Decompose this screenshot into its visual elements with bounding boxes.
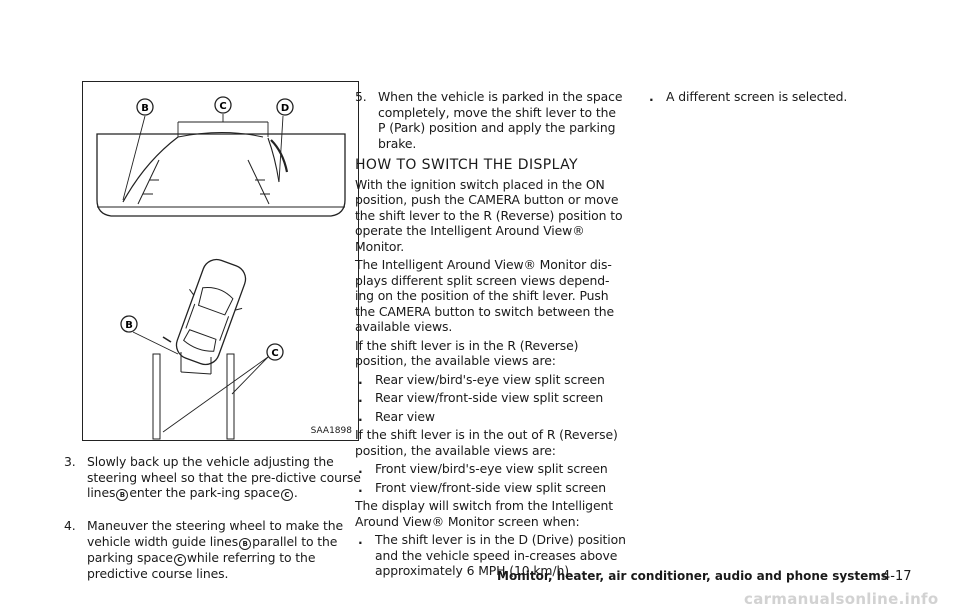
marker-c-icon: C (174, 554, 186, 566)
paragraph: The Intelligent Around View® Monitor dis-plays different split screen views depend-ing on the position of the shift lever. Push the CAMERA button to switch between the available views. (355, 257, 615, 334)
section-heading: HOW TO SWITCH THE DISPLAY (355, 157, 578, 173)
marker-c-icon: C (281, 489, 293, 501)
paragraph: If the shift lever is in the R (Reverse) position, the available views are: (355, 337, 579, 368)
width-guide-left (138, 160, 159, 204)
parking-line-right (227, 354, 234, 439)
list-item: . The shift lever is in the D (Drive) position and the vehicle speed in-creases above approximately 6 MPH (10 km/h). (358, 532, 626, 578)
list-item: . Rear view/bird's-eye view split screen (358, 371, 605, 387)
list-item: . Rear view/front-side view split screen (358, 390, 604, 405)
watermark: carmanualsonline.info (744, 590, 939, 608)
callout-d-top (277, 99, 293, 115)
column-middle (355, 89, 627, 579)
svg-text:C: C (271, 348, 279, 359)
parking-diagram (83, 82, 360, 442)
paragraph: With the ignition switch placed in the ON position, push the CAMERA button or move the shift lever to the R (Reverse) position to operate the Intelligent Around View® Monitor. (355, 176, 623, 254)
list-item: . A different screen is selected. (649, 89, 848, 104)
step-5 (355, 89, 627, 151)
step-number: 5. (355, 89, 367, 104)
svg-text:D: D (280, 103, 290, 114)
step-number: 4. (64, 518, 76, 533)
step-text: Slowly back up the vehicle adjusting the steering wheel so that the pre-dictive course lines B enter the park-ing space C . (87, 454, 361, 500)
paragraph: If the shift lever is in the out of R (Reverse) position, the available views are: (355, 427, 618, 458)
callout-b-bottom (121, 316, 137, 332)
step-text: Maneuver the steering wheel to make the vehicle width guide lines B parallel to the parking space C while referring to the predictive course lines. (87, 518, 344, 581)
svg-text:C: C (219, 101, 227, 112)
callout-c-top (215, 97, 231, 113)
monitor-screen-outline (97, 134, 345, 216)
predictive-course-line-right (178, 133, 263, 138)
step-text: When the vehicle is parked in the space completely, move the shift lever to the P (Park) position and apply the parking brake. (378, 89, 623, 151)
list-item: . Front view/bird's-eye view split screen (358, 461, 608, 476)
step-3 (64, 454, 362, 501)
callout-b-top (137, 99, 153, 115)
rear-camera-figure (82, 81, 359, 441)
list-item: . Rear view (358, 408, 435, 424)
step-4 (64, 518, 362, 581)
footer-section-title: Monitor, heater, air conditioner, audio and phone systems (497, 569, 888, 583)
marker-b-icon: B (116, 489, 128, 501)
figure-id: SAA1898 (310, 426, 352, 436)
svg-text:B: B (141, 103, 149, 114)
svg-text:B: B (125, 320, 133, 331)
list-item: . Front view/front-side view split screen (358, 479, 607, 495)
column-right (646, 89, 906, 105)
width-guide-right (248, 160, 269, 204)
parking-line-left (153, 354, 160, 439)
paragraph: The display will switch from the Intelligent Around View® Monitor screen when: (355, 498, 613, 529)
marker-b-icon: B (239, 538, 251, 550)
page-number: 4-17 (882, 569, 912, 584)
step-number: 3. (64, 454, 76, 469)
callout-c-bottom (267, 344, 283, 360)
car-top-view (167, 254, 255, 371)
